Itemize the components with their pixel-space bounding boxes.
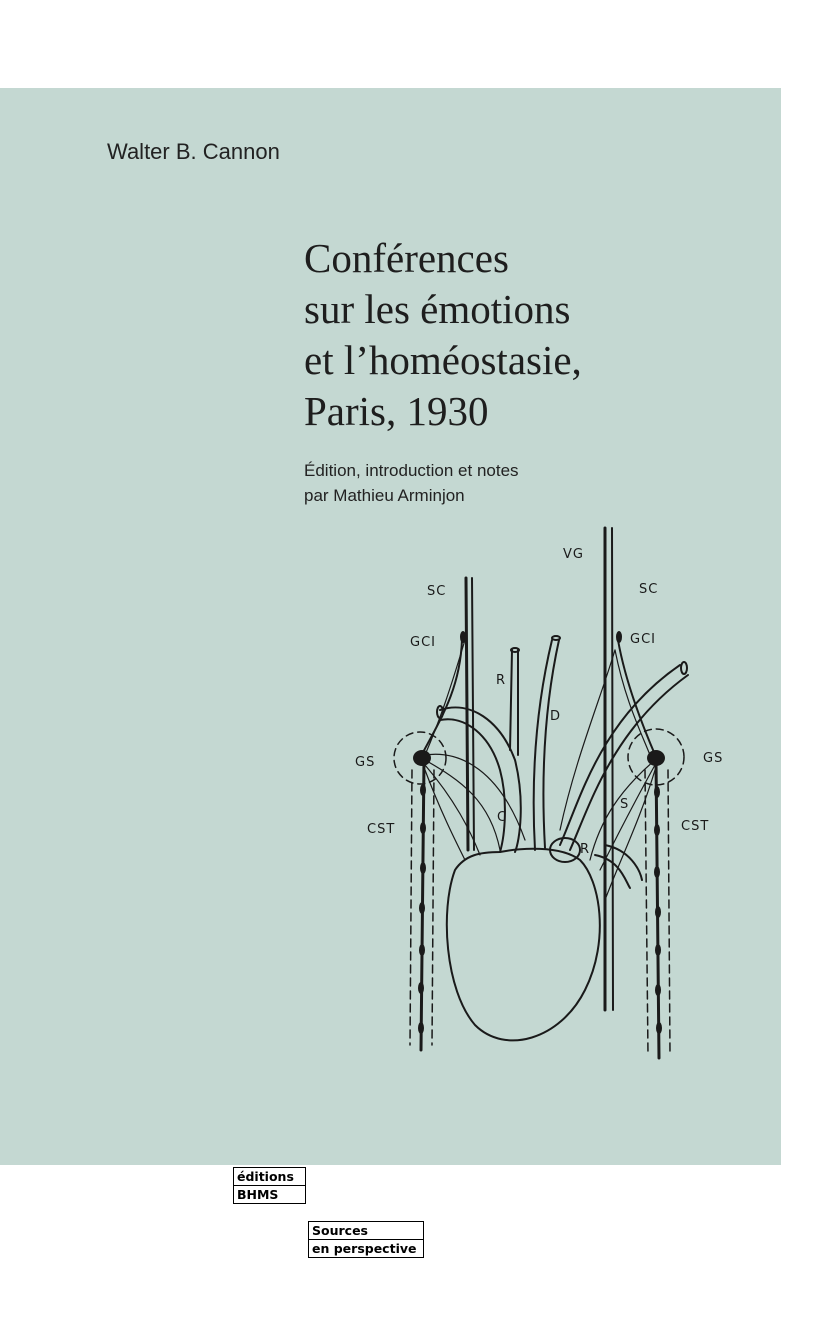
series-logo xyxy=(308,1221,424,1258)
figure-label: SC xyxy=(639,582,659,597)
title-line: Conférences xyxy=(304,235,509,281)
credit-line: Édition, introduction et notes xyxy=(304,461,519,480)
figure-label: GCI xyxy=(410,635,436,650)
publisher-logo-line: éditions xyxy=(237,1169,294,1184)
figure-label: S xyxy=(620,797,630,812)
editor-credit xyxy=(304,458,519,508)
title-line: et l’homéostasie, xyxy=(304,337,582,383)
figure-label: CST xyxy=(367,822,396,837)
publisher-logo-line: BHMS xyxy=(234,1185,305,1203)
figure-label: CST xyxy=(681,819,710,834)
anatomical-illustration xyxy=(340,525,760,1065)
author-name: Walter B. Cannon xyxy=(107,139,280,164)
figure-label: R xyxy=(496,673,507,688)
figure-label: GS xyxy=(355,755,376,770)
figure-label: GCI xyxy=(630,632,656,647)
figure-label: C xyxy=(497,810,508,825)
figure-label: D xyxy=(550,709,562,724)
series-logo-line: en perspective xyxy=(309,1239,423,1257)
figure-label: R xyxy=(580,842,591,857)
figure-label: SC xyxy=(427,584,447,599)
series-logo-line: Sources xyxy=(312,1223,368,1238)
figure-label: VG xyxy=(563,547,584,562)
title-line: Paris, 1930 xyxy=(304,388,489,434)
title-line: sur les émotions xyxy=(304,286,571,332)
book-title xyxy=(304,233,582,437)
publisher-logo xyxy=(233,1167,306,1204)
figure-label: GS xyxy=(703,751,724,766)
credit-line: par Mathieu Arminjon xyxy=(304,486,465,505)
